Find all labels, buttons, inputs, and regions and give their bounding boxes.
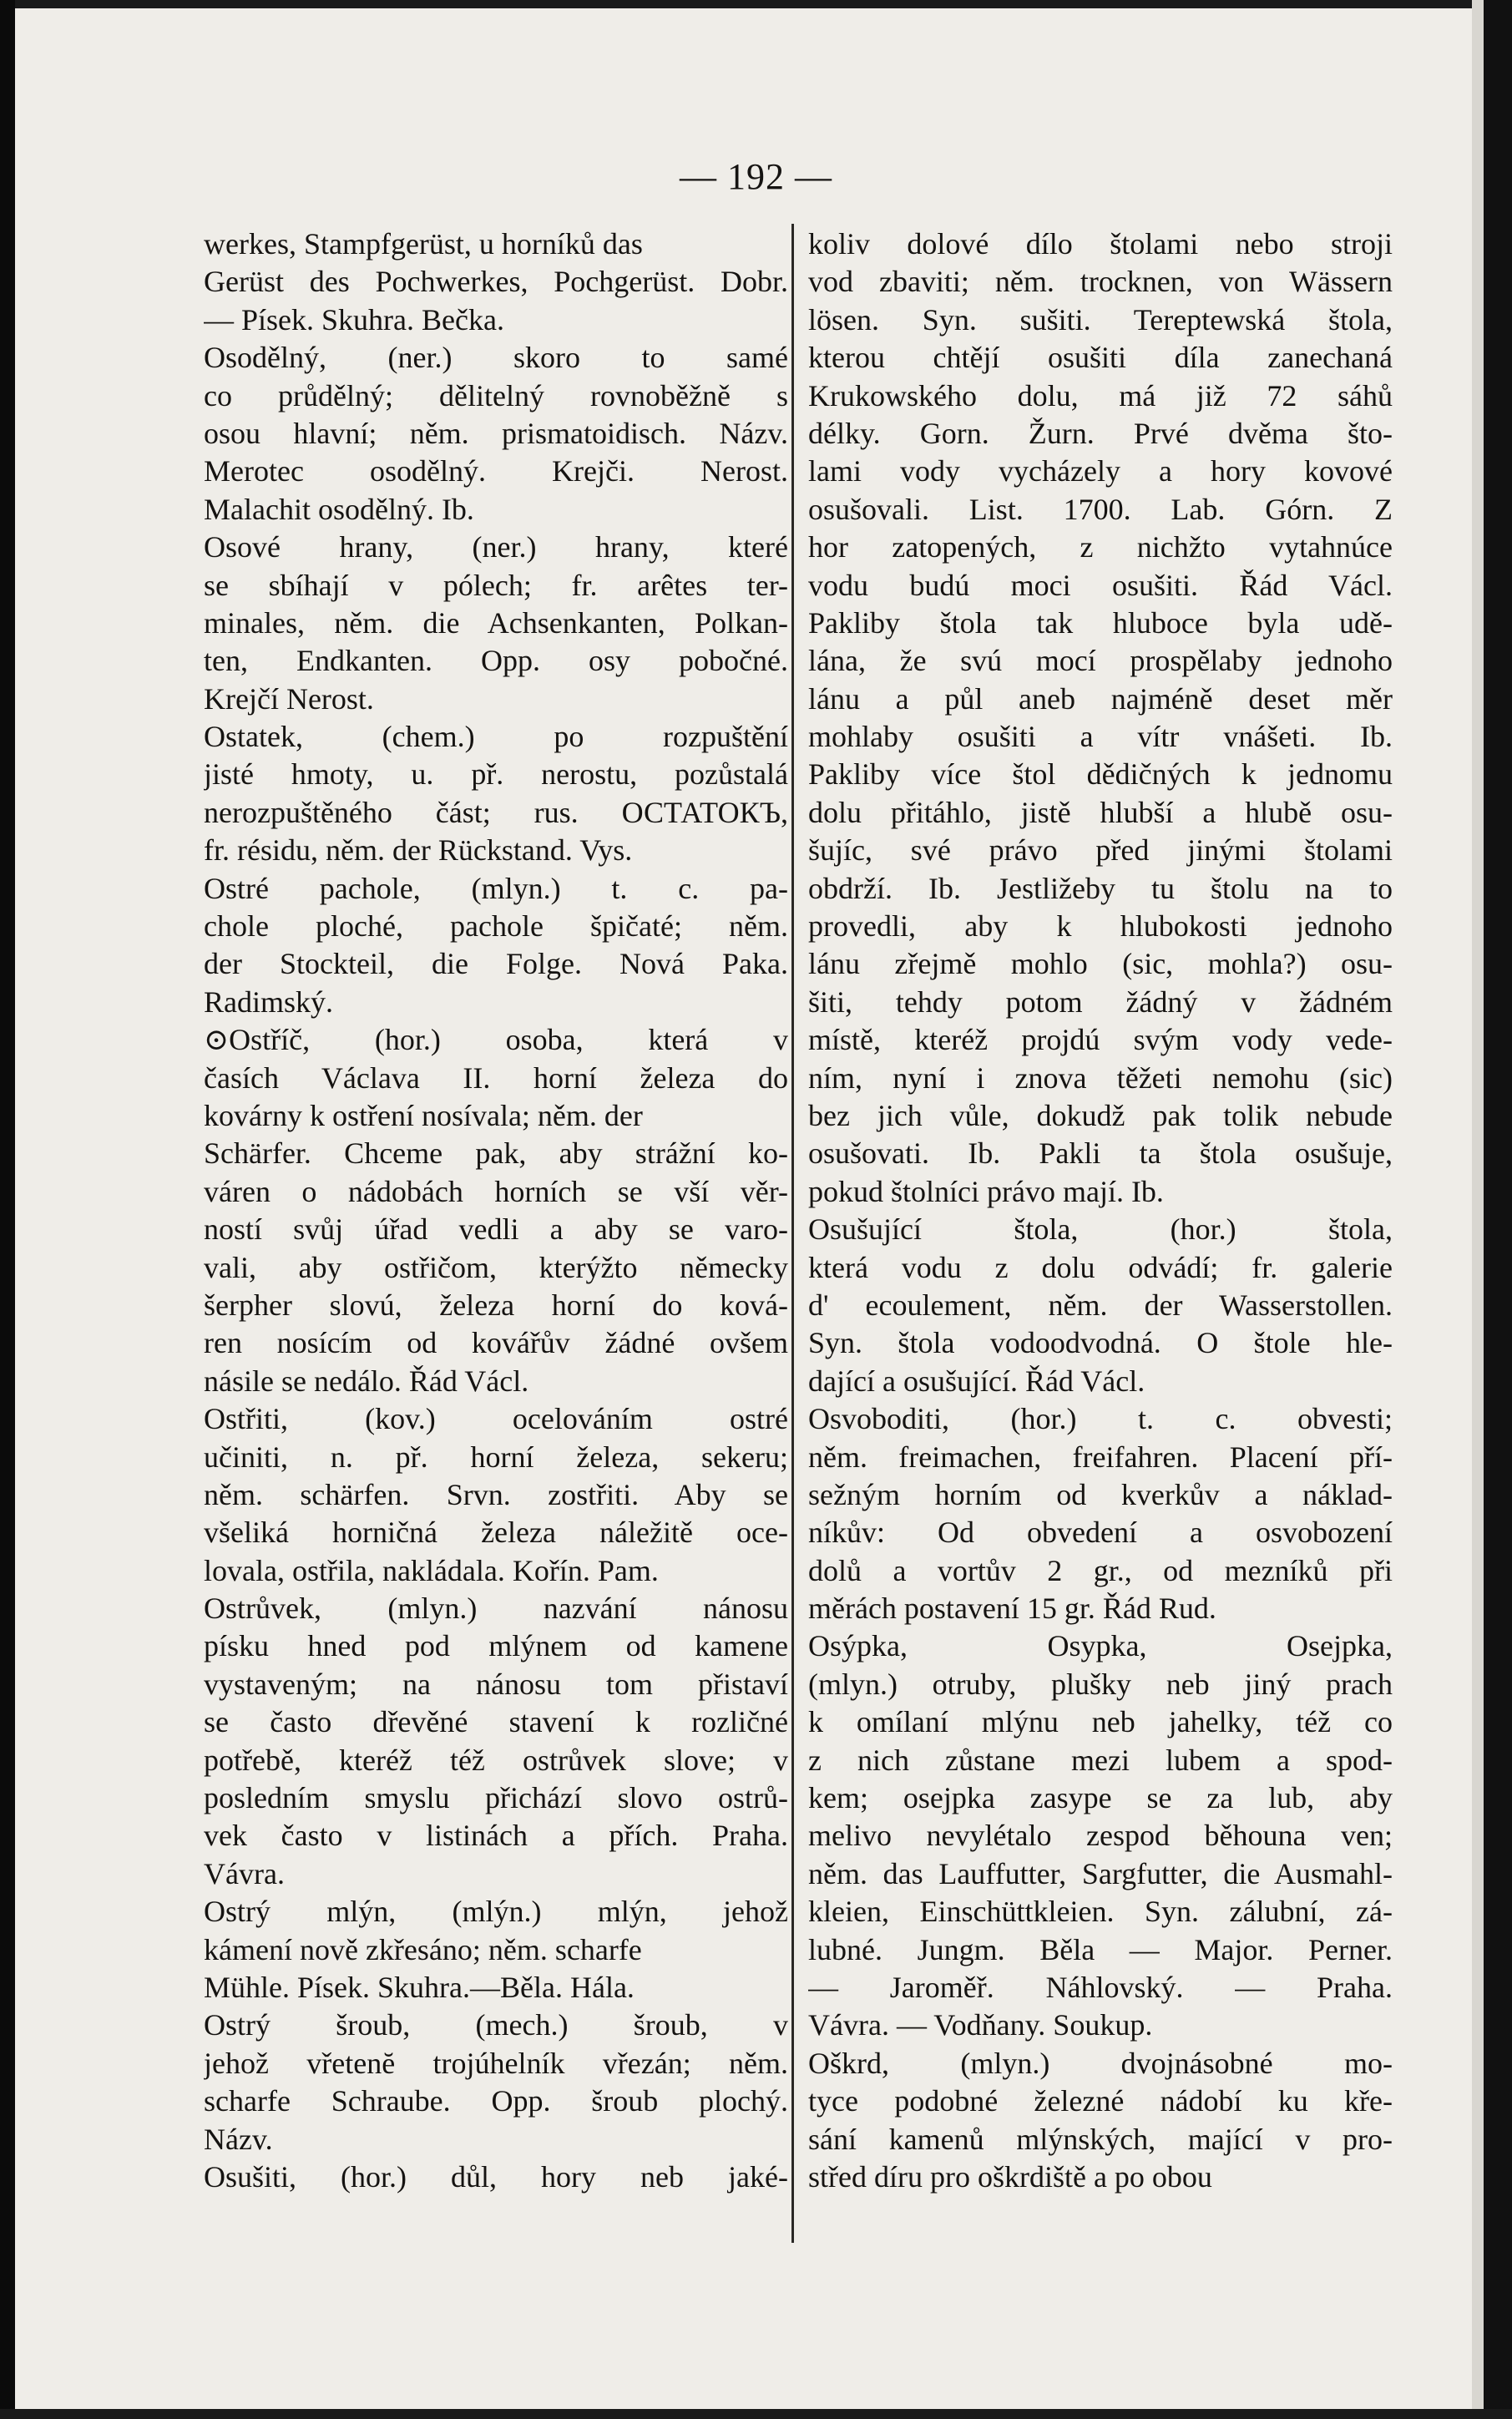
text-line: učiniti, n. př. horní železa, sekeru; [204,1440,788,1474]
text-line: Osušující štola, (hor.) štola, [808,1212,1393,1247]
page-number: — 192 — [680,156,832,197]
text-line: Názv. [204,2122,273,2156]
text-line: osou hlavní; něm. prismatoidisch. Názv. [204,416,788,450]
scan-edge-top [0,0,1512,8]
text-line: Merotec osodělný. Krejči. Nerost. [204,454,788,488]
text-line: d' ecoulement, něm. der Wasserstollen. [808,1288,1393,1322]
text-line: potřebě, kteréž též ostrůvek slove; v [204,1743,788,1777]
text-line: váren o nádobách horních se vší věr- [204,1174,788,1208]
text-line: místě, kteréž projdú svým vody vede- [808,1023,1393,1057]
text-line: Ostrůvek, (mlyn.) nazvání nánosu [204,1592,788,1626]
text-line: co průdělný; dělitelný rovnoběžně s [204,378,788,412]
text-line: ⊙Ostříč, (hor.) osoba, která v [204,1023,788,1057]
text-line: Vávra. [204,1856,285,1890]
text-line: lánu zřejmě mohlo (sic, mohla?) osu- [808,947,1393,981]
text-line: lovala, ostřila, nakládala. Kořín. Pam. [204,1553,659,1587]
text-line: Osové hrany, (ner.) hrany, které [204,530,788,564]
text-line: melivo nevylétalo zespod běhouna ven; [808,1819,1393,1853]
text-line: Pakliby štola tak hluboce byla udě- [808,605,1393,640]
text-line: minales, něm. die Achsenkanten, Polkan- [204,605,788,640]
text-line: Osodělný, (ner.) skoro to samé [204,341,788,375]
text-line: nerozpuštěného část; rus. ОСТАТОКЪ, [204,795,788,829]
text-line: všeliká horničná železa náležitě oce- [204,1516,788,1550]
text-line: Radimský. [204,984,334,1019]
text-line: se sbíhají v pólech; fr. arêtes ter- [204,568,788,602]
text-line: kámení nově zkřesáno; něm. scharfe [204,1932,642,1966]
text-line: se často dřevěné stavení k rozličné [204,1705,788,1739]
text-line: z nich zůstane mezi lubem a spod- [808,1743,1393,1777]
text-line: kterou chtějí osušiti díla zanechaná [808,341,1393,375]
text-line: scharfe Schraube. Opp. šroub plochý. [204,2084,788,2118]
scan-edge-bottom [0,2409,1512,2419]
text-line: písku hned pod mlýnem od kamene [204,1629,788,1663]
text-line: šujíc, své právo před jinými štolami [808,833,1393,868]
text-line: střed díru pro oškrdiště a po obou [808,2159,1212,2194]
text-line: lána, že svú mocí prospělaby jednoho [808,644,1393,678]
text-line: Ostré pachole, (mlyn.) t. c. pa- [204,871,788,905]
text-line: šiti, tehdy potom žádný v žádném [808,984,1393,1019]
text-line: obdrží. Ib. Jestližeby tu štolu na to [808,871,1393,905]
text-line: níkův: Od obvedení a osvobození [808,1516,1393,1550]
text-line: Ostrý mlýn, (mlýn.) mlýn, jehož [204,1895,788,1929]
text-line: měrách postavení 15 gr. Řád Rud. [808,1592,1216,1626]
text-line: jehož vřetenĕ trojúhelník vřezán; něm. [204,2046,788,2080]
text-line: časích Václava II. horní železa do [204,1060,788,1095]
text-line: werkes, Stampfgerüst, u horníků das [204,227,643,261]
text-line: posledním smyslu přichází slovo ostrů- [204,1781,788,1815]
text-line: Oškrd, (mlyn.) dvojnásobné mo- [808,2046,1393,2080]
text-line: mohlaby osušiti a vítr vnášeti. Ib. [808,720,1393,754]
text-line: dolů a vortův 2 gr., od mezníků při [808,1553,1393,1587]
text-line: vali, aby ostřičom, kterýžto německy [204,1250,788,1284]
text-line: jisté hmoty, u. př. nerostu, pozůstalá [204,757,788,792]
text-line: Ostřiti, (kov.) ocelováním ostré [204,1402,788,1436]
text-line: ren nosícím od kovářův žádné ovšem [204,1326,788,1360]
text-line: dolu přitáhlo, jistě hlubší a hlubě osu- [808,795,1393,829]
text-line: lösen. Syn. sušiti. Tereptewská štola, [808,302,1393,337]
text-line: bez jich vůle, dokudž pak tolik nebude [808,1098,1393,1132]
text-line: Ostrý šroub, (mech.) šroub, v [204,2008,788,2042]
text-line: der Stockteil, die Folge. Nová Paka. [204,947,788,981]
text-line: pokud štolníci právo mají. Ib. [808,1174,1164,1208]
left-column [204,225,788,2196]
text-line: šerpher slovú, železa horní do ková- [204,1288,788,1322]
text-line: vystaveným; na nánosu tom přistaví [204,1667,788,1701]
text-line: Osušiti, (hor.) důl, hory neb jaké- [204,2159,788,2194]
text-line: něm. schärfen. Srvn. zostřiti. Aby se [204,1477,788,1511]
text-line: k omílaní mlýnu neb jahelky, též co [808,1705,1393,1739]
text-line: — Jaroměř. Náhlovský. — Praha. [808,1970,1393,2004]
text-line: Ostatek, (chem.) po rozpuštění [204,720,788,754]
text-line: (mlyn.) otruby, plušky neb jiný prach [808,1667,1393,1701]
text-line: hor zatopených, z nichžto vytahnúce [808,530,1393,564]
text-line: násile se nedálo. Řád Václ. [204,1364,529,1398]
text-line: Osvoboditi, (hor.) t. c. obvesti; [808,1402,1393,1436]
text-line: sání kamenů mlýnských, mající v pro- [808,2122,1393,2156]
text-line: kleien, Einschüttkleien. Syn. zálubní, zá- [808,1895,1393,1929]
text-line: lubné. Jungm. Běla — Major. Perner. [808,1932,1393,1966]
text-line: Gerüst des Pochwerkes, Pochgerüst. Dobr. [204,265,788,299]
text-line: Krejčí Nerost. [204,681,374,716]
right-column [808,225,1393,2196]
scan-edge-margin [1472,0,1484,2419]
text-line: Krukowského dolu, má již 72 sáhů [808,378,1393,412]
text-line: fr. résidu, něm. der Rückstand. Vys. [204,833,633,868]
scan-edge-left [0,0,15,2419]
text-line: sežným horním od kverkův a náklad- [808,1477,1393,1511]
text-line: délky. Gorn. Žurn. Prvé dvěma što- [808,416,1393,450]
text-line: Malachit osodělný. Ib. [204,492,474,526]
text-line: vod zbaviti; něm. trocknen, von Wässern [808,265,1393,299]
text-line: tyce podobné železné nádobí ku kře- [808,2084,1393,2118]
text-line: něm. das Lauffutter, Sargfutter, die Ausmahl- [808,1856,1393,1890]
text-line: vodu budú moci osušiti. Řád Václ. [808,568,1393,602]
text-line: osušovali. List. 1700. Lab. Górn. Z [808,492,1393,526]
text-line: lami vody vycházely a hory kovové [808,454,1393,488]
text-line: lánu a půl aneb najméně deset měr [808,681,1393,716]
text-line: ten, Endkanten. Opp. osy pobočné. [204,644,788,678]
text-line: něm. freimachen, freifahren. Placení pří- [808,1440,1393,1474]
text-line: chole ploché, pachole špičaté; něm. [204,909,788,944]
text-line: vek často v listinách a přích. Praha. [204,1819,788,1853]
text-line: ností svůj úřad vedli a aby se varo- [204,1212,788,1247]
text-line: Syn. štola vodoodvodná. O štole hle- [808,1326,1393,1360]
text-line: — Písek. Skuhra. Bečka. [204,302,504,337]
text-line: kovárny k ostření nosívala; něm. der [204,1098,643,1132]
text-line: Osýpka, Osypka, Osejpka, [808,1629,1393,1663]
text-line: Schärfer. Chceme pak, aby strážní ko- [204,1136,788,1171]
text-line: koliv dolové dílo štolami nebo stroji [808,227,1393,261]
text-line: Vávra. — Vodňany. Soukup. [808,2008,1153,2042]
text-line: dající a osušující. Řád Václ. [808,1364,1145,1398]
text-line: Mühle. Písek. Skuhra.—Běla. Hála. [204,1970,635,2004]
text-line: ním, nyní i znova těžeti nemohu (sic) [808,1060,1393,1095]
text-line: Pakliby více štol dědičných k jednomu [808,757,1393,792]
text-line: kem; osejpka zasype se za lub, aby [808,1781,1393,1815]
text-line: osušovati. Ib. Pakli ta štola osušuje, [808,1136,1393,1171]
scan-edge-right [1484,0,1512,2419]
text-line: která vodu z dolu odvádí; fr. galerie [808,1250,1393,1284]
text-line: provedli, aby k hlubokosti jednoho [808,909,1393,944]
column-divider [791,224,794,2243]
